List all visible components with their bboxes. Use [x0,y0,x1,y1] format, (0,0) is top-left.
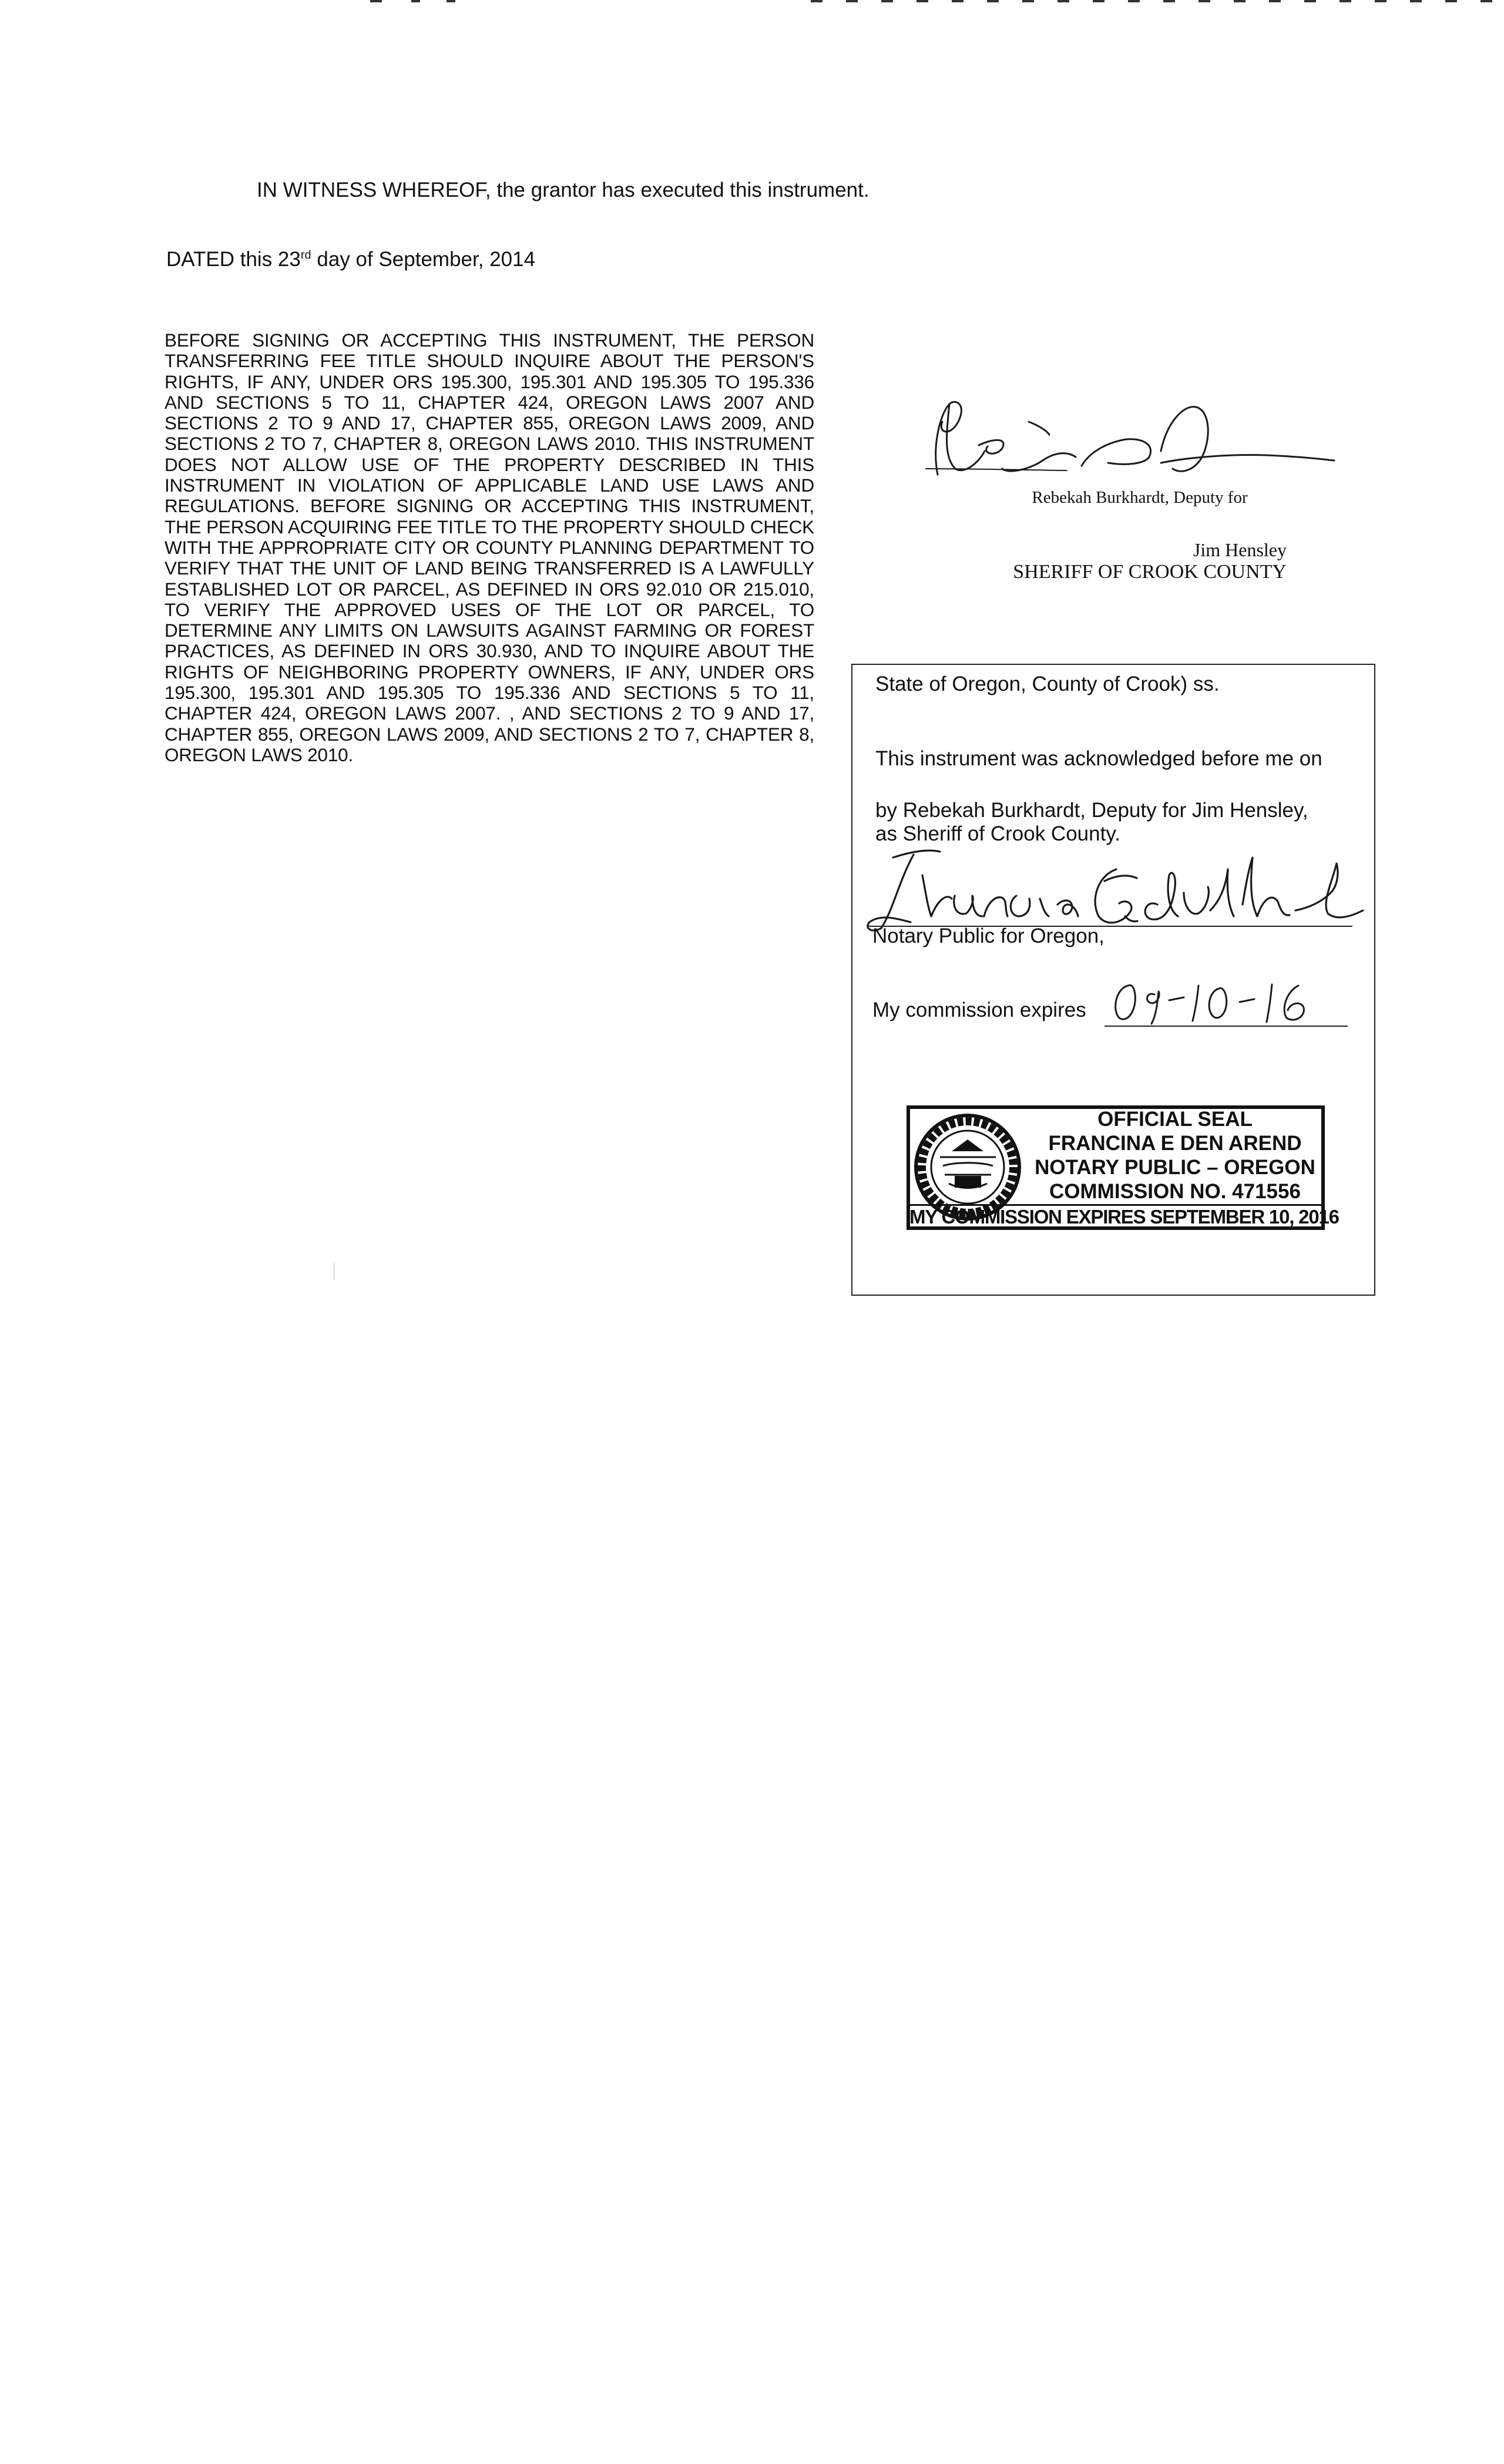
land-use-warning: BEFORE SIGNING OR ACCEPTING THIS INSTRUMENT, THE PERSON TRANSFERRING FEE TITLE SHOULD INQUIRE ABOUT THE PERSON'S RIGHTS, IF ANY, UNDER ORS 195.300, 195.301 AND 195.305 TO 195.336 AND SECTIONS 5 TO 11, CHAPTER 424, OREGON LAWS 2007 AND SECTIONS 2 TO 9 AND 17, CHAPTER 855, OREGON LAWS 2009, AND SECTIONS 2 TO 7, CHAPTER 8, OREGON LAWS 2010. THIS INSTRUMENT DOES NOT ALLOW USE OF THE PROPERTY DESCRIBED IN THIS INSTRUMENT IN VIOLATION OF APPLICABLE LAND USE LAWS AND REGULATIONS. BEFORE SIGNING OR ACCEPTING THIS INSTRUMENT, THE PERSON ACQUIRING FEE TITLE TO THE PROPERTY SHOULD CHECK WITH THE APPROPRIATE CITY OR COUNTY PLANNING DEPARTMENT TO VERIFY THAT THE UNIT OF LAND BEING TRANSFERRED IS A LAWFULLY ESTABLISHED LOT OR PARCEL, AS DEFINED IN ORS 92.010 OR 215.010, TO VERIFY THE APPROVED USES OF THE LOT OR PARCEL, TO DETERMINE ANY LIMITS ON LAWSUITS AGAINST FARMING OR FOREST PRACTICES, AS DEFINED IN ORS 30.930, AND TO INQUIRE ABOUT THE RIGHTS OF NEIGHBORING PROPERTY OWNERS, IF ANY, UNDER ORS 195.300, 195.301 AND 195.305 TO 195.336 AND SECTIONS 5 TO 11, CHAPTER 424, OREGON LAWS 2007. , AND SECTIONS 2 TO 9 AND 17, CHAPTER 855, OREGON LAWS 2009, AND SECTIONS 2 TO 7, CHAPTER 8, OREGON LAWS 2010. [164,330,814,765]
grantor-signature [914,381,1337,498]
notary-signature [858,834,1375,934]
commission-expiration-handwriting [1104,968,1348,1027]
commission-expires-label: My commission expires [872,999,1086,1021]
seal-notary-public-oregon: NOTARY PUBLIC – OREGON [1035,1156,1315,1179]
dated-prefix: DATED this 23 [166,248,301,271]
commission-expiration-line [1104,1026,1348,1027]
acknowledged-by-line: by Rebekah Burkhardt, Deputy for Jim Hensley, [875,799,1308,822]
sheriff-name: Jim Hensley [1193,539,1287,560]
venue-line: State of Oregon, County of Crook) ss. [875,673,1220,695]
seal-commission-expires: MY COMMISSION EXPIRES SEPTEMBER 10, 2016 [909,1204,1322,1228]
seal-notary-name: FRANCINA E DEN AREND [1048,1132,1302,1155]
dated-line [166,248,535,271]
seal-official-seal: OFFICIAL SEAL [1097,1108,1253,1131]
seal-commission-number: COMMISSION NO. 471556 [1049,1180,1301,1203]
dated-ordinal: rd [300,248,311,262]
acknowledged-capacity-line: as Sheriff of Crook County. [875,822,1120,845]
dated-suffix: day of September, 2014 [311,248,536,271]
notary-public-label: Notary Public for Oregon, [872,925,1104,947]
scan-edge-marks [0,0,1504,7]
witness-statement: IN WITNESS WHEREOF, the grantor has executed this instrument. [257,179,870,201]
deputy-printed-name: Rebekah Burkhardt, Deputy for [1032,488,1248,507]
acknowledgment-line: This instrument was acknowledged before me on [875,747,1322,770]
sheriff-title: SHERIFF OF CROOK COUNTY [1013,561,1287,583]
